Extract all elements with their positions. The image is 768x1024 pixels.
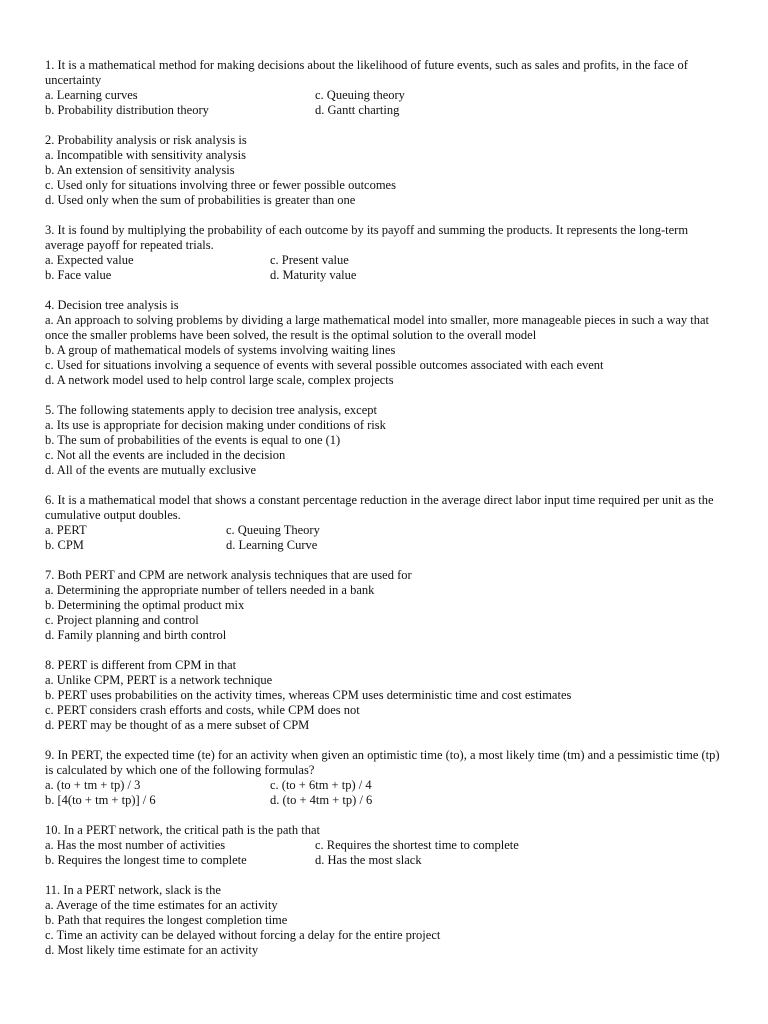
option-c: c. Present value: [270, 253, 349, 267]
question-10: [45, 823, 725, 868]
option-a: a. Unlike CPM, PERT is a network technique: [45, 673, 273, 687]
option-row: [45, 853, 725, 868]
option-d: d. Used only when the sum of probabilities is greater than one: [45, 193, 356, 207]
option-a: a. (to + tm + tp) / 3: [45, 778, 141, 792]
question-stem: 5. The following statements apply to decision tree analysis, except: [45, 403, 377, 417]
question-11: [45, 883, 725, 958]
option-a: a. Average of the time estimates for an activity: [45, 898, 278, 912]
option-b: b. PERT uses probabilities on the activity times, whereas CPM uses deterministic time and cost estimates: [45, 688, 572, 702]
option-c: c. Not all the events are included in the decision: [45, 448, 286, 462]
question-6: [45, 493, 725, 553]
question-3: [45, 223, 725, 283]
question-stem: 2. Probability analysis or risk analysis is: [45, 133, 247, 147]
option-d: d. Learning Curve: [226, 538, 318, 552]
option-c: c. Requires the shortest time to complete: [315, 838, 519, 852]
option-a: a. Has the most number of activities: [45, 838, 226, 852]
option-b: b. CPM: [45, 538, 84, 552]
option-c: c. (to + 6tm + tp) / 4: [270, 778, 372, 792]
option-a: a. An approach to solving problems by dividing a large mathematical model into smaller, more manageable pieces in such a way that once the smaller problems have been solved, the result is the optimal solution to the overall model: [45, 313, 710, 342]
option-c: c. Used only for situations involving three or fewer possible outcomes: [45, 178, 396, 192]
question-5: [45, 403, 725, 478]
question-stem: 4. Decision tree analysis is: [45, 298, 179, 312]
question-4: [45, 298, 725, 388]
option-row: [45, 838, 725, 853]
option-a: a. PERT: [45, 523, 87, 537]
option-d: d. Maturity value: [270, 268, 357, 282]
option-b: b. A group of mathematical models of systems involving waiting lines: [45, 343, 396, 357]
option-b: b. Face value: [45, 268, 112, 282]
option-b: b. Path that requires the longest completion time: [45, 913, 288, 927]
option-d: d. PERT may be thought of as a mere subset of CPM: [45, 718, 310, 732]
option-a: a. Its use is appropriate for decision making under conditions of risk: [45, 418, 386, 432]
question-stem: 9. In PERT, the expected time (te) for an activity when given an optimistic time (to), a most likely time (tm) and a pessimistic time (tp) is calculated by which one of the following formulas?: [45, 748, 720, 777]
option-d: d. (to + 4tm + tp) / 6: [270, 793, 373, 807]
option-row: [45, 793, 725, 808]
quiz-document: [45, 58, 725, 973]
option-c: c. Used for situations involving a sequence of events with several possible outcomes associated with each event: [45, 358, 604, 372]
option-b: b. Probability distribution theory: [45, 103, 209, 117]
option-a: a. Learning curves: [45, 88, 138, 102]
question-9: [45, 748, 725, 808]
option-row: [45, 88, 725, 103]
option-c: c. PERT considers crash efforts and costs, while CPM does not: [45, 703, 360, 717]
question-stem: 6. It is a mathematical model that shows a constant percentage reduction in the average direct labor input time required per unit as the cumulative output doubles.: [45, 493, 714, 522]
option-row: [45, 538, 725, 553]
option-d: d. Family planning and birth control: [45, 628, 227, 642]
option-b: b. Requires the longest time to complete: [45, 853, 247, 867]
option-a: a. Expected value: [45, 253, 134, 267]
option-row: [45, 268, 725, 283]
option-b: b. [4(to + tm + tp)] / 6: [45, 793, 156, 807]
question-1: [45, 58, 725, 118]
question-stem: 11. In a PERT network, slack is the: [45, 883, 221, 897]
question-stem: 3. It is found by multiplying the probability of each outcome by its payoff and summing the products. It represents the long-term average payoff for repeated trials.: [45, 223, 689, 252]
option-row: [45, 523, 725, 538]
option-d: d. Most likely time estimate for an activity: [45, 943, 259, 957]
option-row: [45, 253, 725, 268]
option-a: a. Incompatible with sensitivity analysis: [45, 148, 247, 162]
option-row: [45, 103, 725, 118]
option-d: d. All of the events are mutually exclusive: [45, 463, 257, 477]
question-2: [45, 133, 725, 208]
question-stem: 8. PERT is different from CPM in that: [45, 658, 237, 672]
option-d: d. Gantt charting: [315, 103, 400, 117]
option-c: c. Queuing theory: [315, 88, 405, 102]
question-8: [45, 658, 725, 733]
option-c: c. Project planning and control: [45, 613, 199, 627]
option-row: [45, 778, 725, 793]
question-stem: 7. Both PERT and CPM are network analysis techniques that are used for: [45, 568, 412, 582]
option-d: d. Has the most slack: [315, 853, 422, 867]
question-stem: 1. It is a mathematical method for making decisions about the likelihood of future events, such as sales and profits, in the face of uncertainty: [45, 58, 688, 87]
option-b: b. The sum of probabilities of the events is equal to one (1): [45, 433, 341, 447]
option-b: b. An extension of sensitivity analysis: [45, 163, 235, 177]
option-a: a. Determining the appropriate number of tellers needed in a bank: [45, 583, 375, 597]
option-d: d. A network model used to help control large scale, complex projects: [45, 373, 394, 387]
question-7: [45, 568, 725, 643]
question-stem: 10. In a PERT network, the critical path is the path that: [45, 823, 320, 837]
option-c: c. Queuing Theory: [226, 523, 320, 537]
option-c: c. Time an activity can be delayed without forcing a delay for the entire project: [45, 928, 441, 942]
option-b: b. Determining the optimal product mix: [45, 598, 245, 612]
